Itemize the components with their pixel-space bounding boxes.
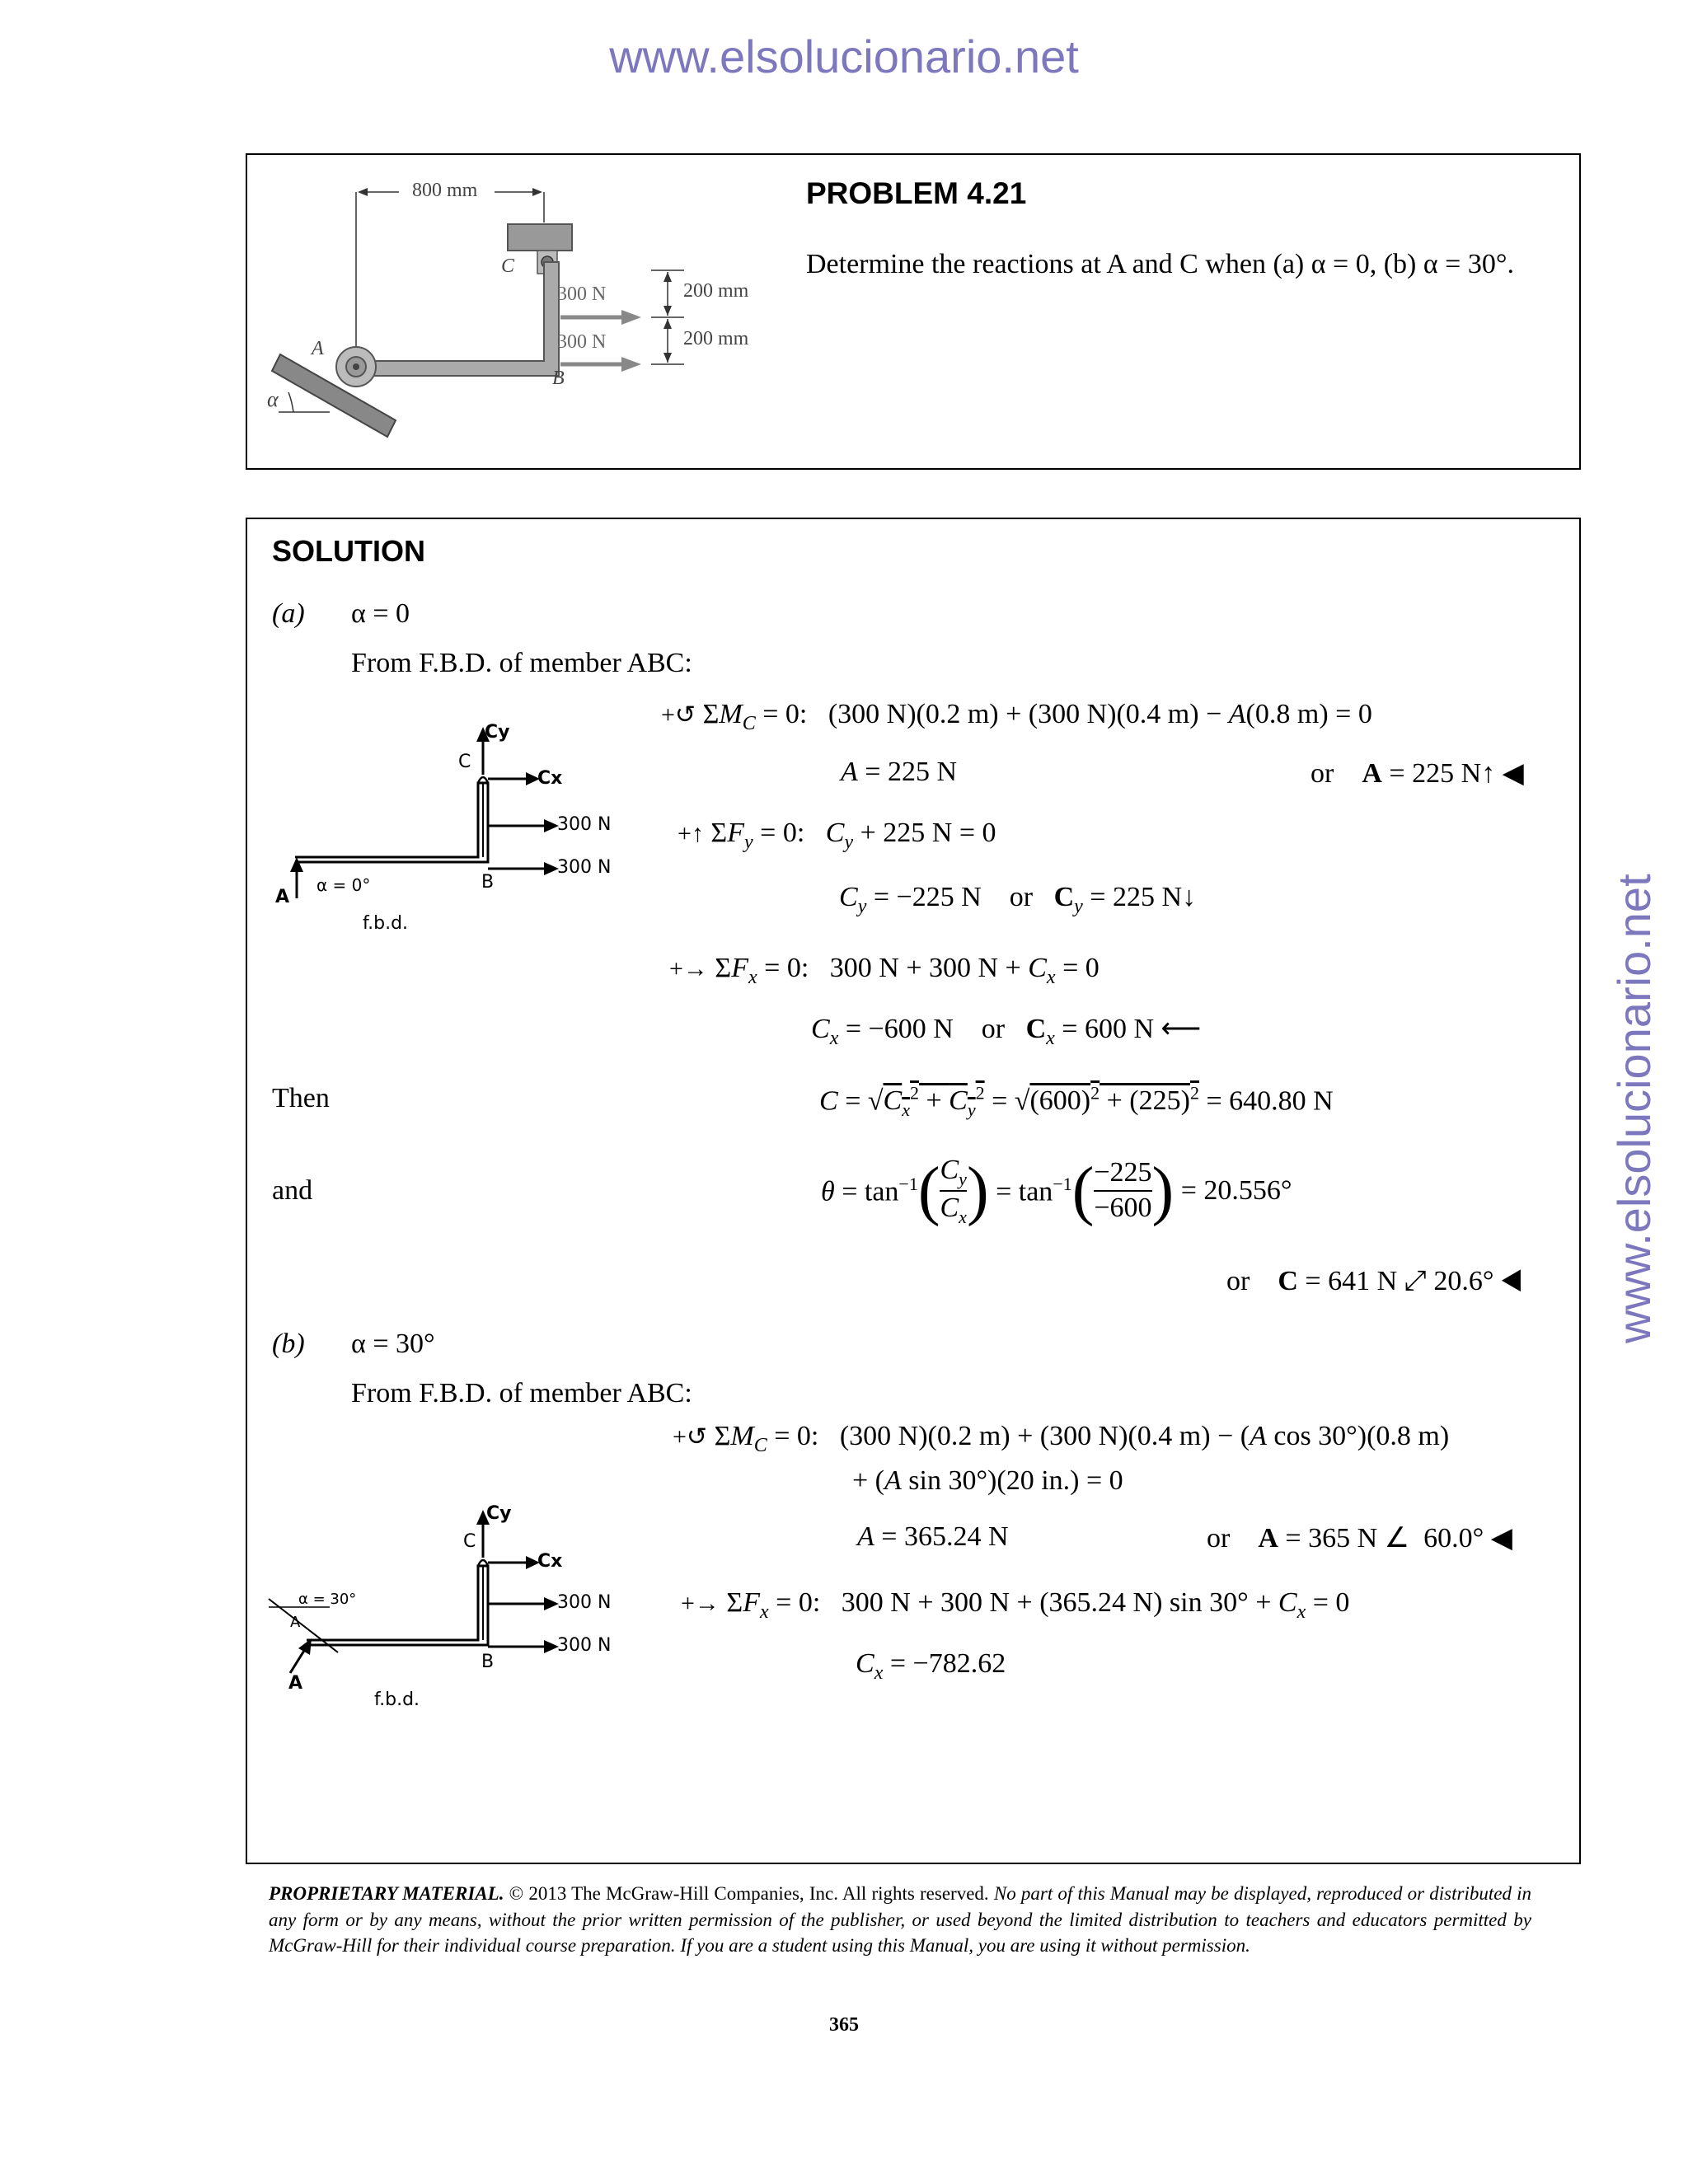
part-a-fbd-text: From F.B.D. of member ABC: — [351, 648, 692, 678]
fbd-b-cx: Cx — [537, 1551, 563, 1572]
watermark-side: www.elsolucionario.net — [1608, 874, 1660, 1343]
footer-italic: No part of this Manual may be displayed, reproduced or distributed in any form or by any means, without the prior written permission of the publisher, or used beyond the limited distribution to teachers and educators permitted by McGraw-Hill for their individual course preparation. If you are a student using this Manual, you are using it without permission. — [269, 1883, 1532, 1957]
eq-a-answer: or A = 225 N↑ ◀ — [1311, 758, 1524, 789]
fbd-b-f2: 300 N — [557, 1635, 612, 1656]
dim-800-label: 800 mm — [409, 180, 481, 202]
solution-heading: SOLUTION — [272, 534, 425, 568]
eq-theta: $\theta = \tan^{-1}$( $\frac{C_y}{C_x}$ ) = $\tan^{-1}$( $\frac{-225}{-600}$ ) = 20.556° — [821, 1155, 1292, 1228]
eq-a-b-answer: or A = 365 N ∠ 60.0° ◀ — [1207, 1523, 1512, 1554]
part-a-label: (a) — [272, 598, 305, 629]
problem-statement: Determine the reactions at A and C when (a) α = 0, (b) α = 30°. — [806, 249, 1514, 279]
fbd-a-f1: 300 N — [557, 814, 612, 835]
eq-fx-b: +→ $\Sigma F_x = 0$: 300 N + 300 N + (365.24 N) $\sin 30^\circ + C_x = 0$ — [681, 1587, 1350, 1623]
fbd-a-f2: 300 N — [557, 857, 612, 878]
fbd-b-a-small: A — [290, 1614, 301, 1631]
fbd-a-a: A — [275, 887, 290, 907]
fbd-b-cy: Cy — [486, 1503, 512, 1524]
fig-label-alpha: α — [267, 387, 279, 411]
fbd-b-c: C — [463, 1531, 476, 1552]
eq-moment-c-a: +↺ $\Sigma M_C = 0$: (300 N)(0.2 m) + (300 N)(0.4 m) − A(0.8 m) = 0 — [661, 699, 1372, 734]
fig-label-c: C — [501, 255, 515, 277]
eq-moment-c-b-cont: + (A sin 30°)(20 in.) = 0 — [852, 1465, 1123, 1496]
part-b-alpha: α = 30° — [351, 1329, 435, 1359]
eq-a-result: A = 225 N — [841, 757, 958, 787]
fbd-a-alpha: α = 0° — [316, 875, 371, 895]
fig-label-b: B — [552, 368, 565, 389]
problem-title: PROBLEM 4.21 — [806, 176, 1027, 210]
footer-copyright — [269, 1881, 1531, 1959]
force1-label: 300 N — [557, 284, 607, 305]
eq-c-magnitude: $C = √C_x^2 + C_y^2 = √(600)^2 + (225)^2 = 640.80$ N — [819, 1083, 1334, 1121]
eq-cx-b-result: $C_x = -782.62$ — [856, 1648, 1006, 1684]
fbd-a-cy: Cy — [485, 722, 510, 743]
force2-label: 300 N — [557, 331, 607, 353]
fbd-b-a: A — [288, 1673, 303, 1694]
fbd-b-caption: f.b.d. — [374, 1690, 420, 1710]
eq-cx-result: $C_x = -600$ N or $C_x = 600$ N ⟵ — [811, 1014, 1202, 1049]
part-a-alpha: α = 0 — [351, 598, 410, 629]
fbd-b-b: B — [481, 1652, 495, 1672]
footer-normal: © 2013 The McGraw-Hill Companies, Inc. All rights reserved. — [504, 1883, 994, 1904]
eq-fy-a: +↑ $\Sigma F_y = 0$: $C_y + 225$ N = 0 — [678, 818, 996, 853]
fbd-b-alpha: α = 30° — [298, 1591, 357, 1608]
footer-bold: PROPRIETARY MATERIAL. — [269, 1883, 504, 1904]
fbd-b-f1: 300 N — [557, 1592, 612, 1613]
watermark-top: www.elsolucionario.net — [609, 30, 1079, 82]
part-b-fbd-text: From F.B.D. of member ABC: — [351, 1378, 692, 1408]
eq-cy-result: $C_y = -225$ N or $C_y = 225$ N↓ — [839, 882, 1197, 917]
eq-moment-c-b: +↺ $\Sigma M_C = 0$: (300 N)(0.2 m) + (300 N)(0.4 m) − (A cos 30°)(0.8 m) — [673, 1421, 1450, 1456]
eq-fx-a: +→ $\Sigma F_x = 0$: 300 N + 300 $N + C_x = 0$ — [669, 953, 1100, 988]
fig-label-a: A — [312, 338, 324, 359]
and-label: and — [272, 1175, 313, 1206]
fbd-a-c: C — [458, 752, 471, 772]
problem-figure — [247, 157, 775, 462]
fbd-a-cx: Cx — [537, 768, 563, 789]
ceiling-support — [508, 224, 572, 251]
then-label: Then — [272, 1083, 330, 1113]
member-abc — [354, 262, 559, 376]
fbd-a-b: B — [481, 872, 495, 893]
page-number: 365 — [829, 2014, 859, 2036]
eq-a-b-result: A = 365.24 N — [857, 1521, 1009, 1552]
dim-200b-label: 200 mm — [683, 328, 749, 349]
part-b-label: (b) — [272, 1329, 305, 1359]
eq-c-answer: or C = 641 N ⤢ 20.6° ◀ — [1226, 1266, 1524, 1296]
fbd-a-caption: f.b.d. — [363, 913, 409, 934]
dim-200a-label: 200 mm — [683, 280, 749, 302]
